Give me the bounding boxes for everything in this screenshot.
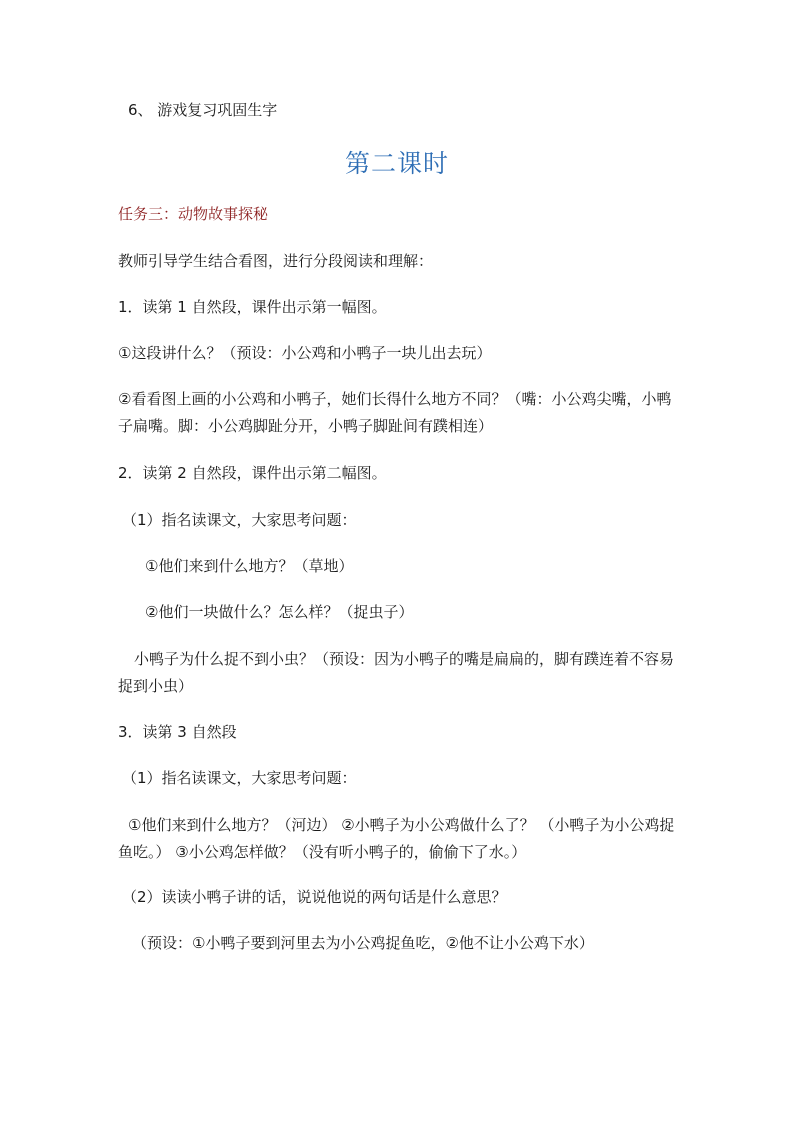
question-2-2: ②他们一块做什么？怎么样？（捉虫子） (145, 603, 414, 621)
section-heading-1: 1．读第 1 自然段，课件出示第一幅图。 (118, 298, 387, 316)
section-heading-2: 2．读第 2 自然段，课件出示第二幅图。 (118, 464, 387, 482)
answer-3-2: （预设：①小鸭子要到河里去为小公鸡捉鱼吃，②他不让小公鸡下水） (132, 934, 594, 952)
lesson-title: 第二课时 (344, 149, 449, 178)
task-heading: 任务三：动物故事探秘 (118, 205, 269, 223)
section-heading-3: 3．读第 3 自然段 (118, 723, 237, 741)
question-1-2: ②看看图上画的小公鸡和小鸭子，她们长得什么地方不同？（嘴：小公鸡尖嘴，小鸭子扁嘴。脚：小公鸡脚趾分开，小鸭子脚趾间有蹼相连） (118, 390, 672, 435)
sub-heading-3-2: （2）读读小鸭子讲的话，说说他说的两句话是什么意思？ (122, 888, 507, 906)
sub-heading-3-1: （1）指名读课文，大家思考问题： (122, 769, 357, 787)
list-item-step-6: 6、 游戏复习巩固生字 (128, 101, 278, 119)
question-2-1: ①他们来到什么地方？（草地） (145, 557, 354, 575)
question-3-1: ①他们来到什么地方？（河边） ②小鸭子为小公鸡做什么了？ （小鸭子为小公鸡捉鱼吃。） ③小公鸡怎样做？（没有听小鸭子的，偷偷下了水。） (118, 816, 675, 861)
paragraph-intro: 教师引导学生结合看图，进行分段阅读和理解： (118, 252, 434, 270)
question-2-3: 小鸭子为什么捉不到小虫？（预设：因为小鸭子的嘴是扁扁的，脚有蹼连着不容易捉到小虫） (118, 650, 675, 695)
sub-heading-2-1: （1）指名读课文，大家思考问题： (122, 511, 357, 529)
question-1-1: ①这段讲什么？（预设：小公鸡和小鸭子一块儿出去玩） (118, 344, 492, 362)
